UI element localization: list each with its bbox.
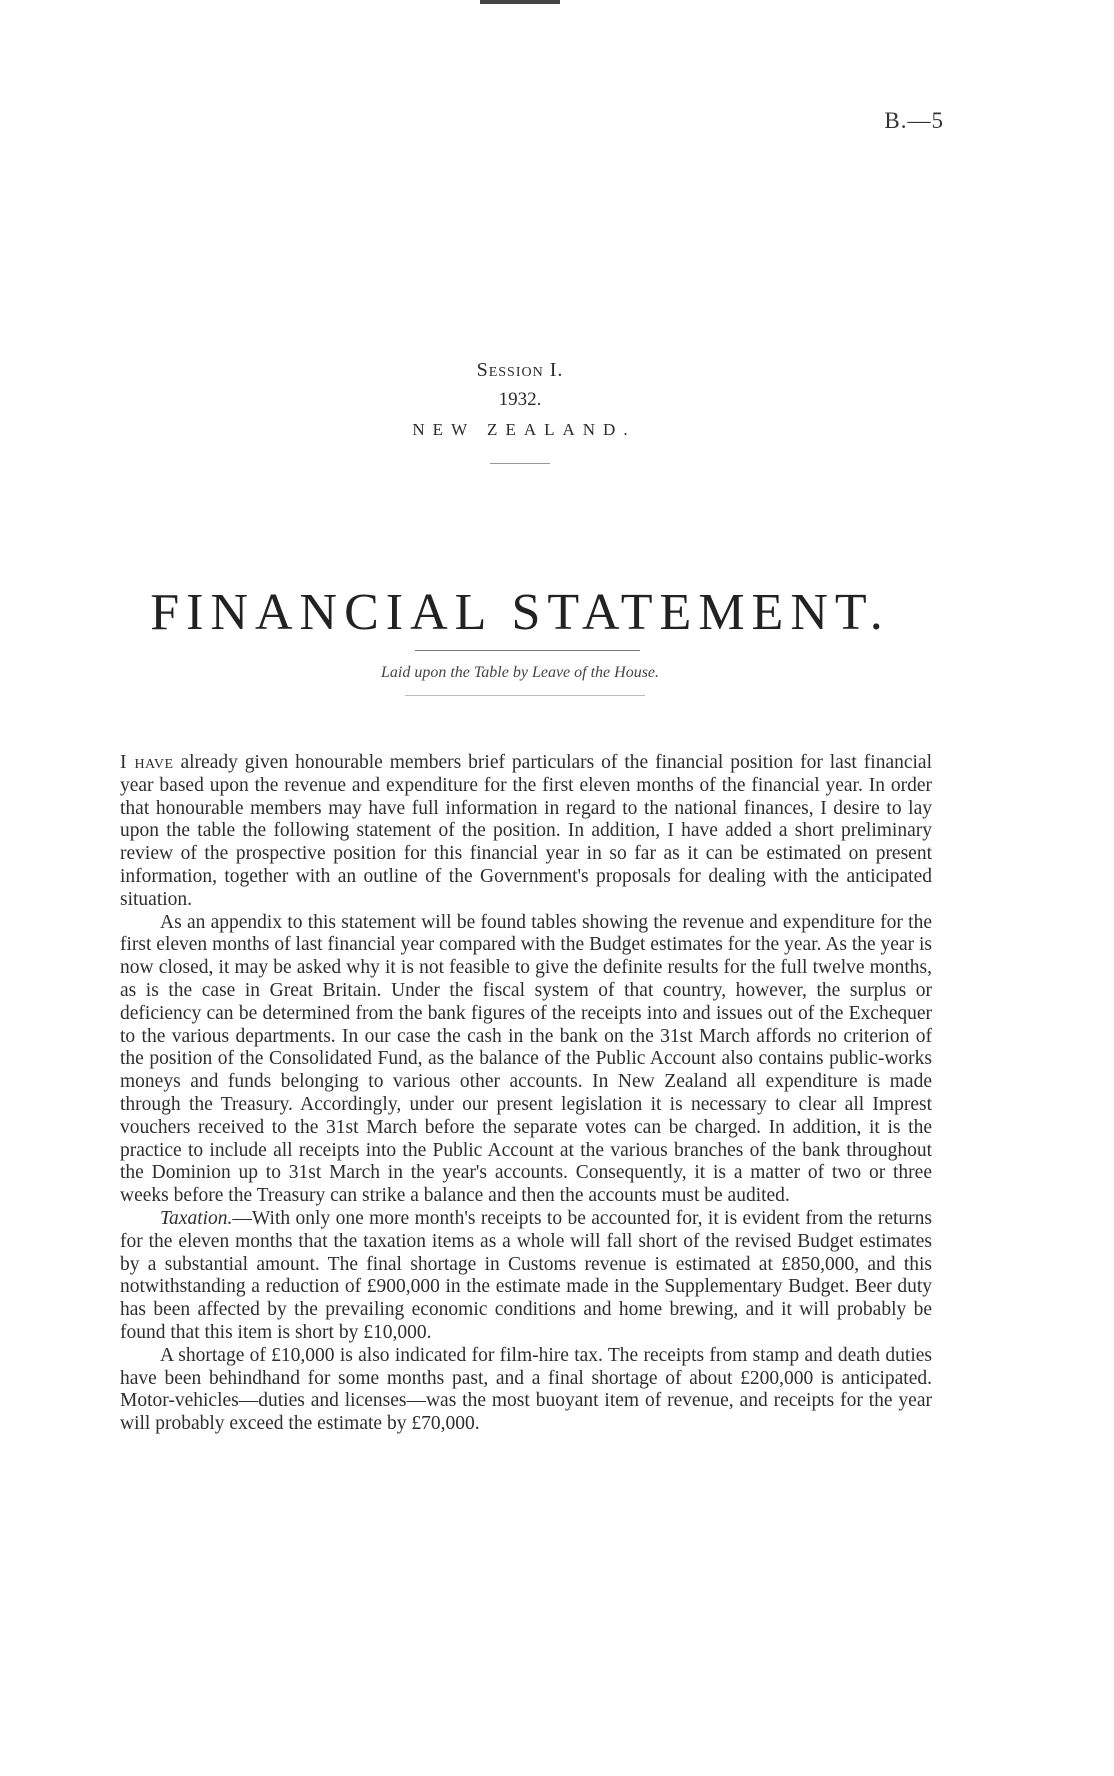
paragraph-1-lead: I have [120,752,174,773]
body-text [120,752,932,1436]
paragraph-3-text: —With only one more month's receipts to be accounted for, it is evident from the returns for the eleven months that the taxation items as a whole will fall short of the revised Budget estimates by a substantial amount. The final shortage in Customs revenue is estimated at £850,000, and this notwithstanding a reduction of £900,000 in the estimate made in the Supplementary Budget. Beer duty has been affected by the prevailing economic conditions and home brewing, and it will probably be found that this item is short by £10,000. [120,1207,932,1343]
divider-title [415,650,640,651]
country-label: NEW ZEALAND. [412,420,636,439]
paragraph-1-text: already given honourable members brief particulars of the financial position for last financial year based upon the revenue and expenditure for the first eleven months of the financial year. In order that honourable members may have full information in regard to the national finances, I desire to lay upon the table the following statement of the position. In addition, I have added a short preliminary review of the prospective position for this financial year in so far as it can be estimated on present information, together with an outline of the Government's proposals for dealing with the anticipated situation. [120,752,933,910]
taxation-heading: Taxation. [160,1207,233,1229]
session-label: Session I. [476,359,564,381]
paragraph-3 [120,1208,932,1345]
document-title: FINANCIAL STATEMENT. [150,583,890,641]
top-printer-mark [480,0,560,4]
divider-short [490,463,550,464]
year-label: 1932. [498,389,542,410]
laid-notice: Laid upon the Table by Leave of the House. [380,664,660,681]
page-reference: B.—5 [884,108,944,133]
divider-laid [405,695,645,696]
paragraph-4: A shortage of £10,000 is also indicated for film-hire tax. The receipts from stamp and death duties have been behindhand for some months past, and a final shortage of about £200,000 is anticipated. Motor-vehicles—duties and licenses—was the most buoyant item of revenue, and receipts for the year will probably exceed the estimate by £70,000. [120,1344,932,1435]
paragraph-2: As an appendix to this statement will be found tables showing the revenue and expenditure for the first eleven months of last financial year compared with the Budget estimates for the year. As the year is now closed, it may be asked why it is not feasible to give the definite results for the full twelve months, as is the case in Great Britain. Under the fiscal system of that country, however, the surplus or deficiency can be determined from the bank figures of the receipts into and issues out of the Exchequer to the various departments. In our case the cash in the bank on the 31st March affords no criterion of the position of the Consolidated Fund, as the balance of the Public Account also contains public-works moneys and funds belonging to various other accounts. In New Zealand all expenditure is made through the Treasury. Accordingly, under our present legislation it is necessary to clear all Imprest vouchers received to the 31st March before the separate votes can be charged. In addition, it is the practice to include all receipts into the Public Account at the various branches of the bank throughout the Dominion up to 31st March in the year's accounts. Consequently, it is a matter of two or three weeks before the Treasury can strike a balance and then the accounts must be audited. [120,911,932,1207]
paragraph-1 [120,752,932,912]
session-block [0,355,1040,464]
